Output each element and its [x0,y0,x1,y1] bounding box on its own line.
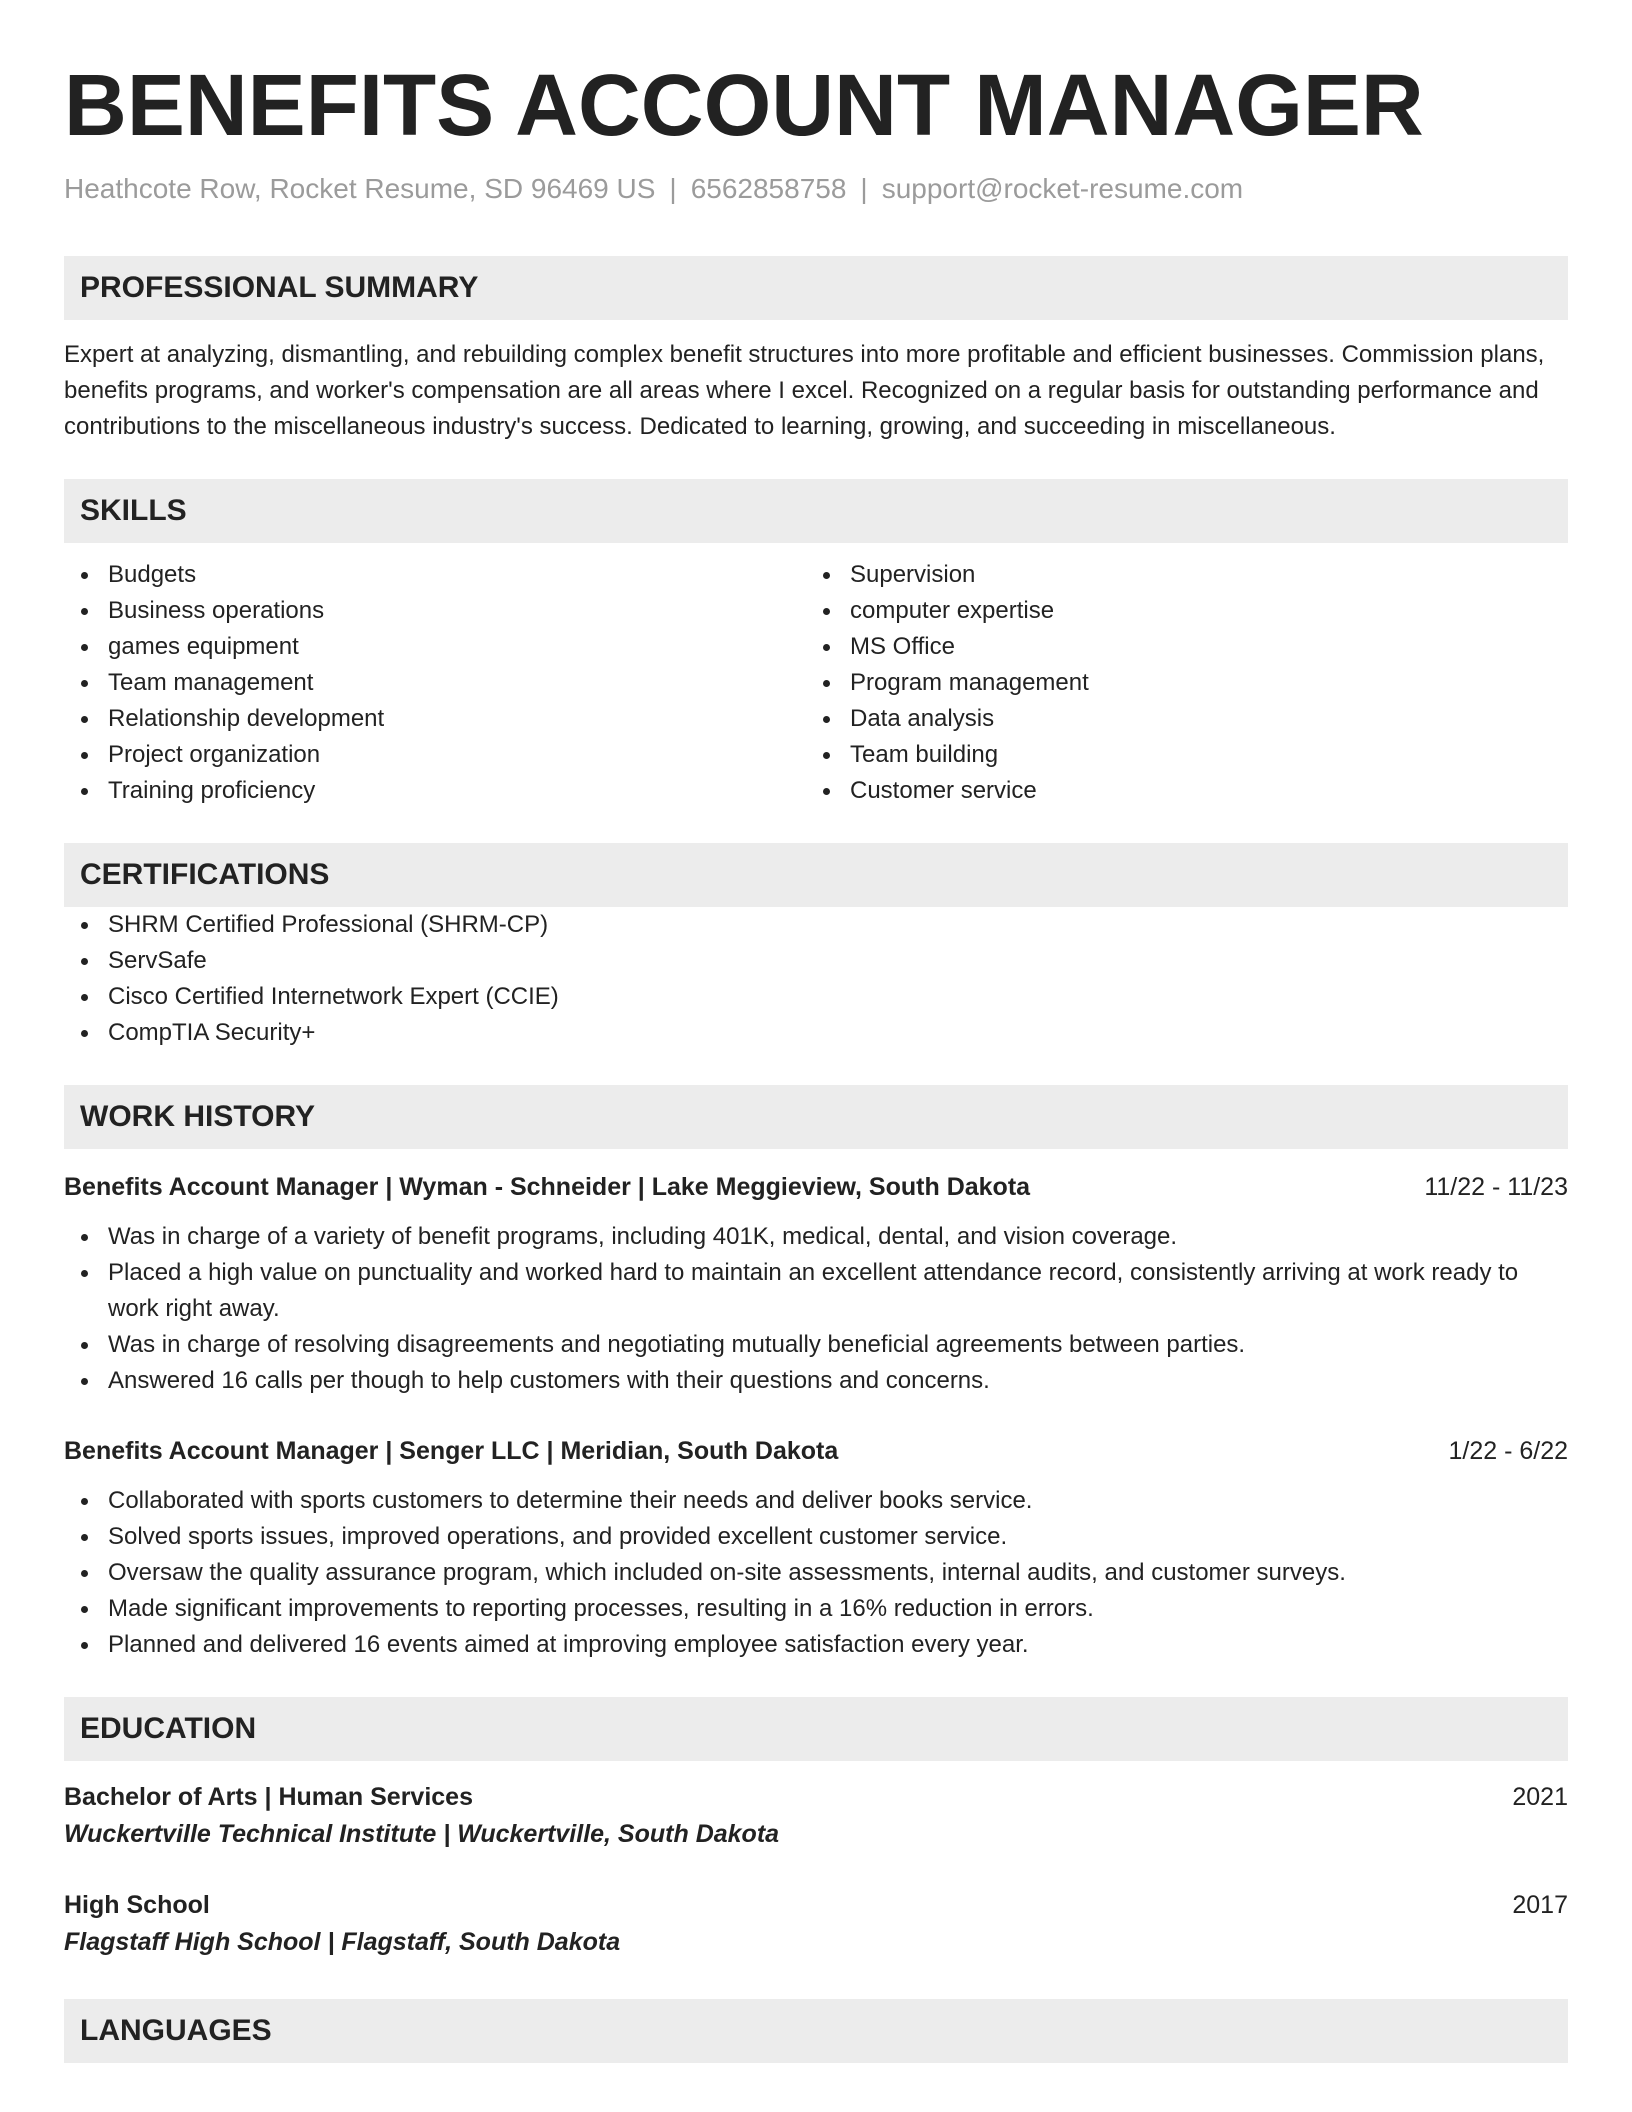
skill-item: Project organization [64,737,806,773]
job-bullet: Planned and delivered 16 events aimed at improving employee satisfaction every year. [64,1627,1568,1663]
skill-item: Training proficiency [64,773,806,809]
certifications-list [64,907,1568,1051]
certification-item: Cisco Certified Internetwork Expert (CCIE) [64,979,1568,1015]
job-bullet: Was in charge of a variety of benefit programs, including 401K, medical, dental, and vision coverage. [64,1219,1568,1255]
education-year: 2021 [1512,1783,1568,1811]
job-entry [64,1433,1568,1663]
education-school: Wuckertville Technical Institute | Wuckertville, South Dakota [64,1820,780,1848]
job-bullet: Placed a high value on punctuality and worked hard to maintain an excellent attendance record, consistently arriving at work ready to work right away. [64,1255,1568,1327]
skills-list [64,557,1568,809]
job-bullet: Collaborated with sports customers to determine their needs and deliver books service. [64,1483,1568,1519]
skill-item: MS Office [806,629,1548,665]
education-entry [64,1887,1568,1961]
job-header [64,1433,1568,1469]
job-bullets [64,1219,1568,1399]
skill-item: Business operations [64,593,806,629]
job-bullet: Answered 16 calls per though to help customers with their questions and concerns. [64,1363,1568,1399]
skills-column-right [806,557,1548,809]
contact-email[interactable]: support@rocket-resume.com [881,173,1244,204]
certification-item: SHRM Certified Professional (SHRM-CP) [64,907,1568,943]
job-dates: 1/22 - 6/22 [1448,1437,1568,1465]
contact-separator: | [860,173,868,204]
job-bullet: Made significant improvements to reporting processes, resulting in a 16% reduction in errors. [64,1591,1568,1627]
job-title: Benefits Account Manager | Senger LLC | Meridian, South Dakota [64,1437,839,1465]
section-header-certifications: CERTIFICATIONS [64,843,1568,907]
job-header [64,1169,1568,1205]
contact-address: Heathcote Row, Rocket Resume, SD 96469 US [64,173,656,204]
resume-title: BENEFITS ACCOUNT MANAGER [64,57,1424,154]
education-header [64,1779,1568,1815]
skill-item: Relationship development [64,701,806,737]
job-bullets [64,1483,1568,1663]
job-title: Benefits Account Manager | Wyman - Schneider | Lake Meggieview, South Dakota [64,1173,1031,1201]
section-header-summary: PROFESSIONAL SUMMARY [64,256,1568,320]
skill-item: Team building [806,737,1548,773]
section-header-work-history: WORK HISTORY [64,1085,1568,1149]
contact-phone: 6562858758 [690,173,847,204]
education-header [64,1887,1568,1923]
skill-item: Data analysis [806,701,1548,737]
contact-line [64,172,1568,206]
section-header-languages: LANGUAGES [64,1999,1568,2063]
education-degree: High School [64,1891,210,1919]
skill-item: Supervision [806,557,1548,593]
education-degree: Bachelor of Arts | Human Services [64,1783,473,1811]
job-dates: 11/22 - 11/23 [1424,1173,1568,1201]
education-school: Flagstaff High School | Flagstaff, South Dakota [64,1928,621,1956]
skill-item: computer expertise [806,593,1548,629]
contact-separator: | [669,173,677,204]
skills-column-left [64,557,806,809]
job-bullet: Solved sports issues, improved operations, and provided excellent customer service. [64,1519,1568,1555]
summary-text: Expert at analyzing, dismantling, and rebuilding complex benefit structures into more profitable and efficient businesses. Commission plans, benefits programs, and worker's compensation are all areas where I excel. Recognized on a regular basis for outstanding performance and contributions to the miscellaneous industry's success. Dedicated to learning, growing, and succeeding in miscellaneous. [64,341,1545,440]
job-bullet: Oversaw the quality assurance program, which included on-site assessments, internal audits, and customer surveys. [64,1555,1568,1591]
skill-item: Program management [806,665,1548,701]
section-header-education: EDUCATION [64,1697,1568,1761]
job-entry [64,1169,1568,1399]
skill-item: Budgets [64,557,806,593]
certification-item: CompTIA Security+ [64,1015,1568,1051]
education-year: 2017 [1512,1891,1568,1919]
skill-item: Team management [64,665,806,701]
job-bullet: Was in charge of resolving disagreements and negotiating mutually beneficial agreements between parties. [64,1327,1568,1363]
education-entry [64,1779,1568,1853]
section-header-skills: SKILLS [64,479,1568,543]
skill-item: Customer service [806,773,1548,809]
certification-item: ServSafe [64,943,1568,979]
skill-item: games equipment [64,629,806,665]
